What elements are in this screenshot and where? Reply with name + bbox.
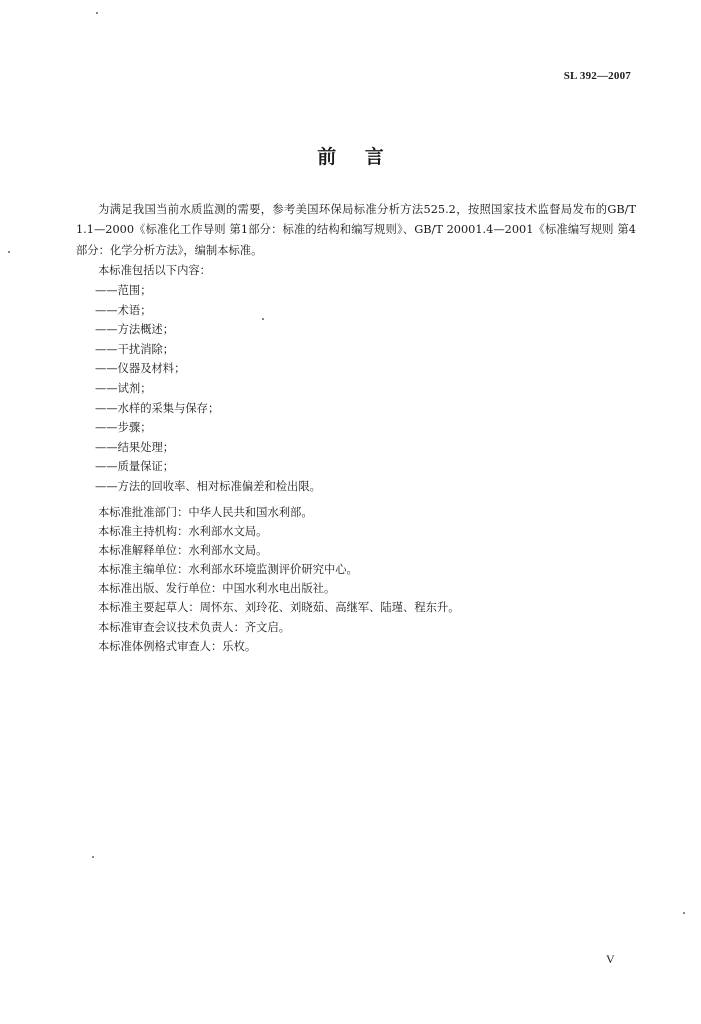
contents-item-procedure: ——步骤； xyxy=(95,421,152,435)
scan-speck xyxy=(96,12,98,14)
page-number: V xyxy=(606,952,615,966)
metadata-list xyxy=(98,503,460,656)
meta-drafters: 本标准主要起草人：周怀东、刘玲花、刘晓茹、高继军、陆瑾、程东升。 xyxy=(98,601,460,615)
contents-item-reagents: ——试剂； xyxy=(95,381,152,395)
intro-paragraph: 为满足我国当前水质监测的需要，参考美国环保局标准分析方法525.2，按照国家技术监督局发布的GB/T 1.1—2000《标准化工作导则 第1部分：标准的结构和编写规则》、GB/T 20001.4—2001《标准编写规则 第4部分：化学分析方法》，编制本标准。 xyxy=(76,203,636,257)
contents-item-interference: ——干扰消除； xyxy=(95,342,175,356)
meta-publisher: 本标准出版、发行单位：中国水利水电出版社。 xyxy=(98,582,336,596)
contents-list xyxy=(95,281,321,497)
contents-item-method-summary: ——方法概述； xyxy=(95,323,175,337)
contents-item-terms: ——术语； xyxy=(95,303,152,317)
intro-section xyxy=(76,200,636,261)
meta-approving-dept: 本标准批准部门：中华人民共和国水利部。 xyxy=(98,506,313,519)
scan-speck xyxy=(683,912,685,914)
contents-item-sampling: ——水样的采集与保存； xyxy=(95,401,220,415)
document-code: SL 392—2007 xyxy=(563,70,631,82)
meta-interpreting-unit: 本标准解释单位：水利部水文局。 xyxy=(98,544,268,558)
scan-speck xyxy=(8,251,10,253)
meta-review-lead: 本标准审查会议技术负责人：齐文启。 xyxy=(98,620,291,634)
meta-chief-editor-unit: 本标准主编单位：水利部水环境监测评价研究中心。 xyxy=(98,563,358,577)
contents-item-results: ——结果处理； xyxy=(95,440,175,454)
page-title: 前 言 xyxy=(317,146,384,168)
meta-host-org: 本标准主持机构：水利部水文局。 xyxy=(98,525,268,539)
contents-item-scope: ——范围； xyxy=(95,284,152,297)
scan-speck xyxy=(262,318,264,320)
meta-format-reviewer: 本标准体例格式审查人：乐枚。 xyxy=(98,639,257,653)
contents-item-apparatus: ——仪器及材料； xyxy=(95,362,186,376)
contents-item-recovery: ——方法的回收率、相对标准偏差和检出限。 xyxy=(95,479,321,493)
contents-item-quality: ——质量保证； xyxy=(95,460,175,474)
scan-speck xyxy=(92,856,94,858)
contents-intro: 本标准包括以下内容： xyxy=(98,264,211,277)
